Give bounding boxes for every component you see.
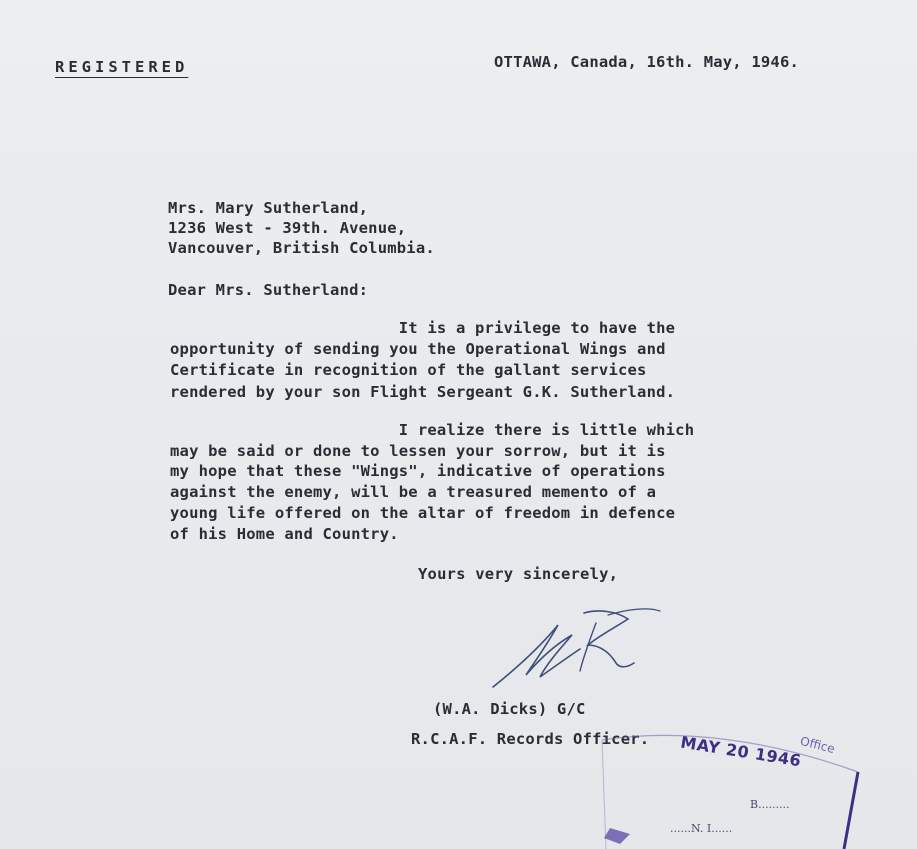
received-stamp: [590, 710, 870, 849]
signatory-title: R.C.A.F. Records Officer.: [411, 730, 650, 748]
handwritten-signature: [488, 605, 668, 695]
paragraph2-line: against the enemy, will be a treasured memento of a: [170, 483, 657, 501]
paragraph2-line: my hope that these "Wings", indicative of operations: [170, 462, 666, 480]
paragraph1-line: rendered by your son Flight Sergeant G.K. Sutherland.: [170, 383, 676, 401]
stamp-field: B.........: [750, 798, 790, 811]
paragraph2-line: may be said or done to lessen your sorrow, but it is: [170, 442, 666, 460]
paragraph1-line: Certificate in recognition of the gallant services: [170, 361, 647, 379]
salutation: Dear Mrs. Sutherland:: [168, 281, 369, 299]
recipient-city: Vancouver, British Columbia.: [168, 239, 435, 257]
paragraph1-line: It is a privilege to have the: [170, 319, 676, 337]
place-date-line: OTTAWA, Canada, 16th. May, 1946.: [494, 53, 800, 71]
closing: Yours very sincerely,: [418, 565, 619, 583]
paragraph1-line: opportunity of sending you the Operational Wings and: [170, 340, 666, 358]
stamp-office: Office: [798, 733, 837, 757]
signatory-name: (W.A. Dicks) G/C: [433, 700, 586, 718]
stamp-date: MAY 20 1946: [679, 732, 803, 771]
paragraph2-line: young life offered on the altar of freedom in defence: [170, 504, 676, 522]
recipient-street: 1236 West - 39th. Avenue,: [168, 219, 407, 237]
paragraph2-line: of his Home and Country.: [170, 525, 399, 543]
paragraph2-line: I realize there is little which: [170, 421, 695, 439]
recipient-name: Mrs. Mary Sutherland,: [168, 199, 369, 217]
registered-heading: REGISTERED: [55, 58, 189, 76]
stamp-field: ......N. I......: [670, 822, 733, 835]
